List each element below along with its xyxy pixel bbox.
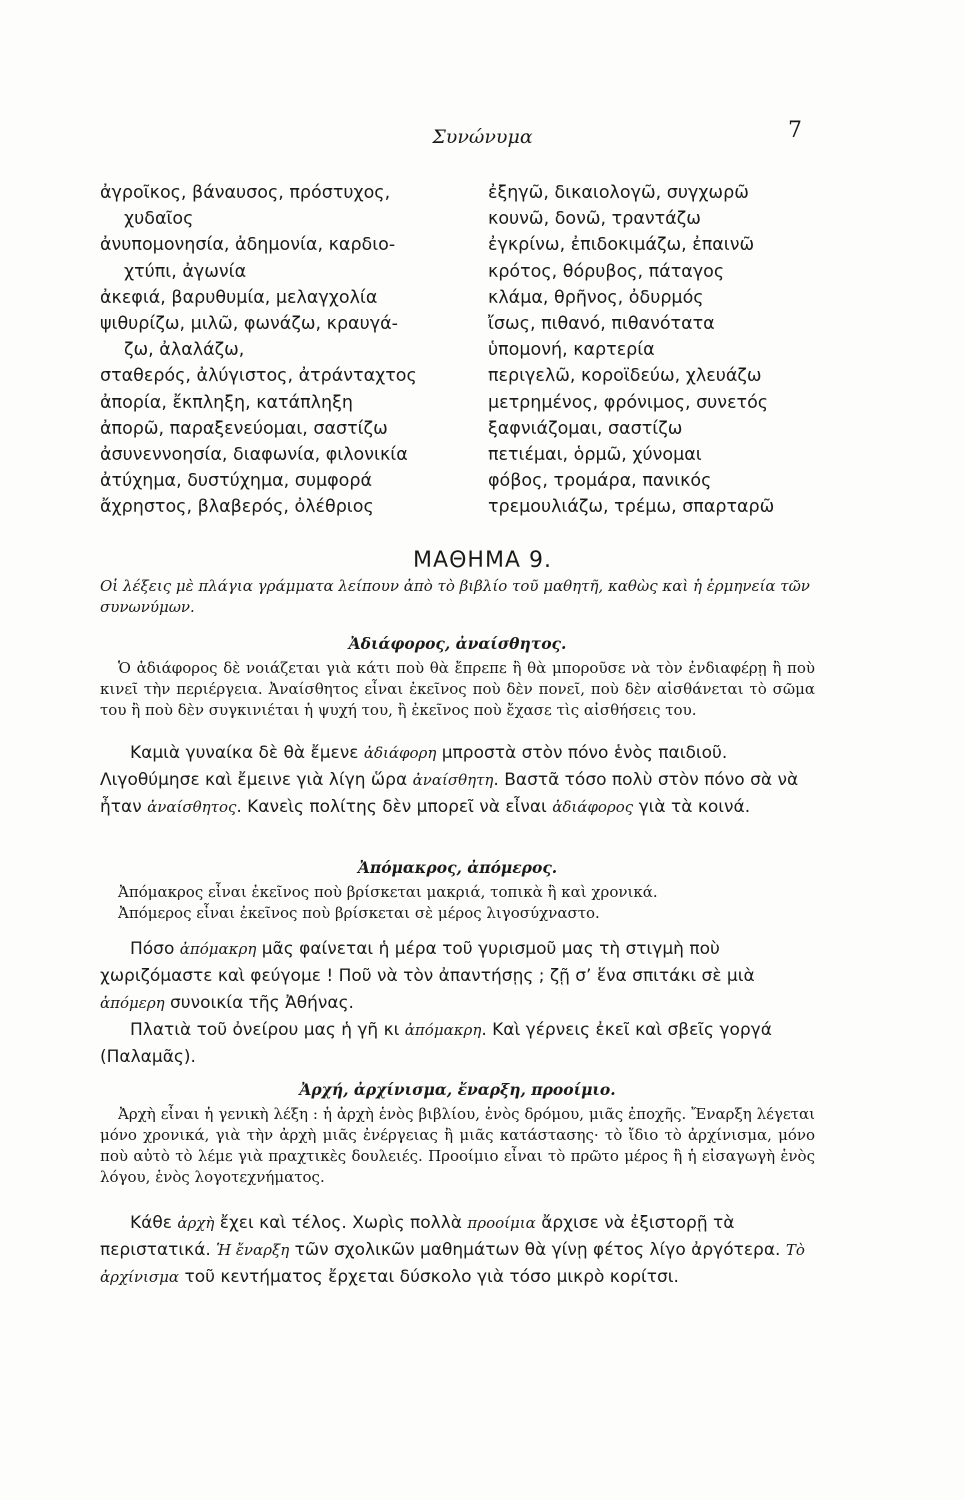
synonym-line: ἴσως, πιθανό, πιθανότατα [488, 314, 715, 335]
synonym-line: ἀπορία, ἔκπληξη, κατάπληξη [100, 392, 353, 413]
lesson-intro: Οἱ λέξεις μὲ πλάγια γράμματα λείπουν ἀπὸ τὸ βιβλίο τοῦ μαθητῆ, καθὼς καὶ ἡ ἑρμηνεία τῶν συνωνύμων. [100, 577, 810, 616]
example-keyword: ἀναίσθητη [412, 771, 494, 789]
example-keyword: ἀπόμακρη [179, 940, 257, 958]
definition-text: Ἀρχὴ εἶναι ἡ γενικὴ λέξη : ἡ ἀρχὴ ἑνὸς βιβλίου, ἑνὸς δρόμου, μιᾶς ἐποχῆς. Ἔναρξη λέγεται μόνο χρονικά, γιὰ τὴν ἀρχὴ μιᾶς ἐνέργειας ἢ μιᾶς κατάστασης· τὸ ἴδιο τὸ ἀρχίνισμα, μόνο ποὺ αὐτὸ τὸ λέμε γιὰ πραχτικὲς δουλειές. Προοίμιο εἶναι τὸ πρῶτο μέρος ἢ ἡ εἰσαγωγὴ ἑνὸς λόγου, ἑνὸς λογοτεχνήματος. [100, 1105, 815, 1186]
synonym-line: ἄχρηστος, βλαβερός, ὀλέθριος [100, 497, 374, 518]
example-keyword: Ἡ ἔναρξη [216, 1241, 290, 1259]
synonym-line: ζω, ἀλαλάζω, [124, 340, 245, 361]
synonym-line: χυδαῖος [124, 209, 194, 230]
example-keyword: ἀναίσθητος [147, 798, 237, 816]
section-definition-arxi [100, 1104, 815, 1188]
example-text: γιὰ τὰ κοινά. [638, 797, 751, 817]
synonym-line: μετρημένος, φρόνιμος, συνετός [488, 392, 769, 413]
synonyms-right-column [488, 180, 808, 521]
example-text: ἄρχισε νὰ ἐξιστορῇ τὰ περιστατικά. [100, 1213, 735, 1260]
section-definition-adiaforos [100, 658, 815, 721]
lesson-title: ΜΑΘΗΜΑ 9. [413, 548, 552, 573]
section-heading-arxi: Ἀρχή, ἀρχίνισμα, ἔναρξη, προοίμιο. [299, 1080, 616, 1099]
definition-text: Ἀπόμερος εἶναι ἐκεῖνος ποὺ βρίσκεται σὲ μέρος λιγοσύχναστο. [118, 904, 600, 922]
section-examples-arxi [100, 1210, 815, 1291]
example-keyword: ἀδιάφορος [552, 798, 634, 816]
example-text: ἔχει καὶ τέλος. Χωρὶς πολλὰ [219, 1213, 462, 1233]
synonym-line: ἐγκρίνω, ἐπιδοκιμάζω, ἐπαινῶ [488, 235, 755, 256]
section-examples-adiaforos [100, 740, 815, 821]
synonym-line: κουνῶ, δονῶ, τραντάζω [488, 209, 701, 230]
synonym-line: ἐξηγῶ, δικαιολογῶ, συγχωρῶ [488, 183, 749, 203]
example-keyword: ἀπόμερη [100, 994, 165, 1012]
example-text: τῶν σχολικῶν μαθημάτων θὰ γίνῃ φέτος λίγο ἀργότερα. [294, 1240, 781, 1260]
definition-text: Ὁ ἀδιάφορος δὲ νοιάζεται γιὰ κάτι ποὺ θὰ ἔπρεπε ἢ θὰ μποροῦσε νὰ τὸν ἐνδιαφέρῃ ἢ ποὺ κινεῖ τὴν περιέργεια. Ἀναίσθητος εἶναι ἐκεῖνος ποὺ δὲν πονεῖ, ποὺ δὲν αἰσθάνεται τὸ σῶμα του ἢ ποὺ δὲν συγκινιέται ἡ ψυχή του, ἢ ἐκεῖνος ποὺ ἔχασε τὶς αἰσθήσεις του. [100, 659, 815, 719]
synonym-line: κρότος, θόρυβος, πάταγος [488, 261, 725, 282]
section-definition-apomakros [100, 882, 815, 924]
example-paragraph [100, 1210, 815, 1291]
example-keyword: ἀρχὴ [177, 1214, 215, 1232]
section-heading-adiaforos: Ἀδιάφορος, ἀναίσθητος. [348, 634, 567, 653]
synonym-line: πετιέμαι, ὁρμῶ, χύνομαι [488, 445, 702, 466]
example-keyword: Τὸ ἀρχίνισμα [100, 1241, 805, 1286]
section-examples-apomakros [100, 936, 815, 1071]
synonym-line: χτύπι, ἀγωνία [124, 261, 247, 282]
example-text: Κάθε [130, 1213, 172, 1233]
example-text: Καμιὰ γυναίκα δὲ θὰ ἔμενε [130, 743, 359, 763]
synonym-line: σταθερός, ἀλύγιστος, ἀτράνταχτος [100, 366, 417, 387]
example-paragraph [100, 740, 815, 821]
example-keyword: ἀδιάφορη [363, 744, 437, 762]
synonym-line: τρεμουλιάζω, τρέμω, σπαρταρῶ [488, 497, 775, 518]
synonym-line: ἀτύχημα, δυστύχημα, συμφορά [100, 471, 373, 492]
page-number: 7 [788, 118, 802, 143]
synonym-line: περιγελῶ, κοροϊδεύω, χλευάζω [488, 366, 762, 387]
example-text: τοῦ κεντήματος ἔρχεται δύσκολο γιὰ τόσο μικρὸ κορίτσι. [184, 1267, 679, 1287]
running-title: Συνώνυμα [432, 126, 533, 148]
synonym-line: ψιθυρίζω, μιλῶ, φωνάζω, κραυγά- [100, 314, 398, 335]
example-text: . Κανεὶς πολίτης δὲν μπορεῖ νὰ εἶναι [236, 797, 547, 817]
synonym-line: ξαφνιάζομαι, σαστίζω [488, 418, 683, 439]
synonym-line: ἀγροῖκος, βάναυσος, πρόστυχος, [100, 183, 391, 203]
synonym-line: κλάμα, θρῆνος, ὀδυρμός [488, 287, 704, 308]
synonyms-left-column [100, 180, 445, 521]
synonym-line: ἀνυπομονησία, ἀδημονία, καρδιο- [100, 235, 396, 256]
example-text: . Καὶ γέρνεις ἐκεῖ καὶ σβεῖς γοργά (Παλαμᾶς). [100, 1020, 772, 1067]
section-heading-apomakros: Ἀπόμακρος, ἀπόμερος. [357, 858, 558, 877]
example-keyword: προοίμια [467, 1214, 536, 1232]
example-paragraph [100, 936, 815, 1017]
example-text: . Βαστᾶ τόσο πολὺ στὸν πόνο σὰ νὰ ἦταν [100, 770, 799, 817]
definition-text: Ἀπόμακρος εἶναι ἐκεῖνος ποὺ βρίσκεται μακριά, τοπικὰ ἢ καὶ χρονικά. [118, 883, 658, 901]
synonym-line: ἀσυνεννοησία, διαφωνία, φιλονικία [100, 445, 408, 466]
synonym-line: φόβος, τρομάρα, πανικός [488, 471, 712, 492]
synonym-line: ἀκεφιά, βαρυθυμία, μελαγχολία [100, 287, 378, 308]
synonym-line: ὑπομονή, καρτερία [488, 340, 655, 361]
example-text: συνοικία τῆς Ἀθήνας. [170, 993, 354, 1013]
example-text: μπροστὰ στὸν πόνο ἑνὸς παιδιοῦ. Λιγοθύμησε καὶ ἔμεινε γιὰ λίγη ὥρα [100, 743, 728, 790]
example-paragraph [100, 1017, 815, 1071]
synonym-line: ἀπορῶ, παραξενεύομαι, σαστίζω [100, 418, 388, 439]
example-keyword: ἀπόμακρη [404, 1021, 482, 1039]
example-text: μᾶς φαίνεται ἡ μέρα τοῦ γυρισμοῦ μας τὴ στιγμὴ ποὺ χωριζόμαστε καὶ φεύγομε ! Ποῦ νὰ τὸν ἀπαντήσῃς ; ζῇ σ’ ἕνα σπιτάκι σὲ μιὰ [100, 939, 755, 986]
example-text: Πλατιὰ τοῦ ὀνείρου μας ἡ γῆ κι [130, 1020, 400, 1040]
example-text: Πόσο [130, 939, 175, 959]
